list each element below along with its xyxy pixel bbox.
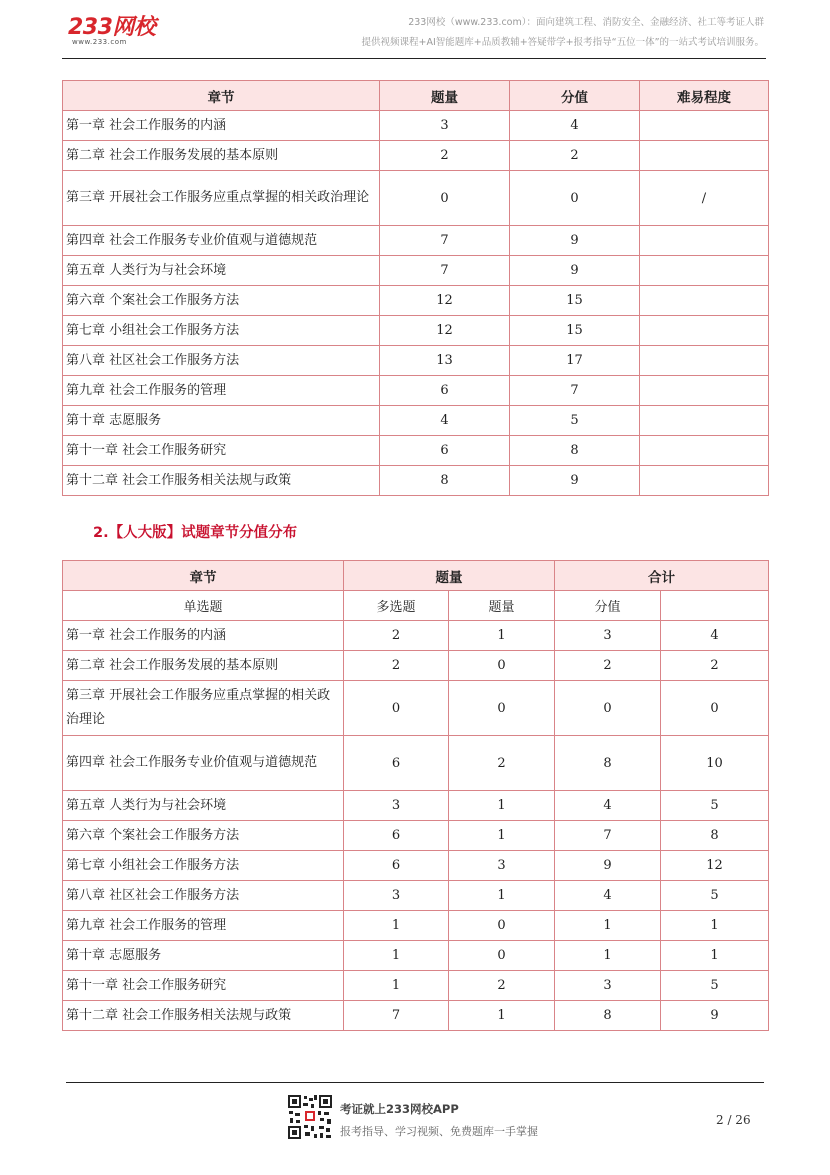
table-row	[63, 256, 769, 286]
count-cell: 3	[555, 971, 661, 1001]
chapter-cell: 第十章 志愿服务	[63, 406, 380, 436]
score-cell: 7	[510, 376, 640, 406]
chapter-cell: 第七章 小组社会工作服务方法	[63, 851, 344, 881]
table-row	[63, 971, 769, 1001]
count-cell: 7	[380, 226, 510, 256]
table-row	[63, 436, 769, 466]
count-cell: 0	[380, 171, 510, 226]
table-row	[63, 911, 769, 941]
count-cell: 8	[380, 466, 510, 496]
count-cell: 7	[555, 821, 661, 851]
chapter-cell: 第十二章 社会工作服务相关法规与政策	[63, 1001, 344, 1031]
chapter-cell: 第五章 人类行为与社会环境	[63, 791, 344, 821]
multi-cell: 1	[449, 621, 555, 651]
count-cell: 6	[380, 436, 510, 466]
count-cell: 13	[380, 346, 510, 376]
score-cell: 12	[661, 851, 769, 881]
score-cell: 4	[510, 111, 640, 141]
table-row	[63, 406, 769, 436]
score-cell: 5	[510, 406, 640, 436]
score-cell: 0	[510, 171, 640, 226]
count-cell: 1	[555, 911, 661, 941]
score-cell: 4	[661, 621, 769, 651]
chapter-cell: 第九章 社会工作服务的管理	[63, 911, 344, 941]
chapter-cell: 第十一章 社会工作服务研究	[63, 971, 344, 1001]
header-line-2: 提供视频课程+AI智能题库+品质教辅+答疑带学+报考指导“五位一体”的一站式考试培训服务。	[361, 37, 764, 48]
chapter-cell: 第一章 社会工作服务的内涵	[63, 621, 344, 651]
chapter-cell: 第十章 志愿服务	[63, 941, 344, 971]
table-row	[63, 111, 769, 141]
score-cell: 10	[661, 736, 769, 791]
table-row	[63, 171, 769, 226]
difficulty-cell	[640, 286, 769, 316]
score-cell: 1	[661, 941, 769, 971]
logo-url: www.233.com	[72, 38, 127, 46]
subheader-multi: 多选题	[344, 591, 449, 621]
table-row	[63, 141, 769, 171]
count-cell: 12	[380, 316, 510, 346]
chapter-cell: 第六章 个案社会工作服务方法	[63, 286, 380, 316]
count-cell: 2	[380, 141, 510, 171]
multi-cell: 1	[449, 1001, 555, 1031]
score-cell: 17	[510, 346, 640, 376]
table-row	[63, 466, 769, 496]
count-cell: 8	[555, 736, 661, 791]
count-cell: 4	[555, 791, 661, 821]
difficulty-cell	[640, 376, 769, 406]
difficulty-cell: /	[640, 171, 769, 226]
score-cell: 5	[661, 791, 769, 821]
chapter-cell: 第八章 社区社会工作服务方法	[63, 346, 380, 376]
table-row	[63, 881, 769, 911]
subheader-single: 单选题	[63, 591, 344, 621]
header-score: 分值	[510, 81, 640, 111]
header-count: 题量	[344, 561, 555, 591]
table-row	[63, 226, 769, 256]
score-cell: 15	[510, 316, 640, 346]
multi-cell: 0	[449, 681, 555, 736]
chapter-cell: 第十一章 社会工作服务研究	[63, 436, 380, 466]
page-header	[62, 10, 766, 59]
difficulty-cell	[640, 436, 769, 466]
table-row	[63, 651, 769, 681]
multi-cell: 3	[449, 851, 555, 881]
footer-subtitle: 报考指导、学习视频、免费题库一手掌握	[340, 1125, 538, 1138]
count-cell: 3	[555, 621, 661, 651]
header-difficulty: 难易程度	[640, 81, 769, 111]
chapter-cell: 第九章 社会工作服务的管理	[63, 376, 380, 406]
multi-cell: 2	[449, 736, 555, 791]
multi-cell: 0	[449, 941, 555, 971]
count-cell: 12	[380, 286, 510, 316]
table-row	[63, 821, 769, 851]
difficulty-cell	[640, 256, 769, 286]
chapter-score-table-2	[62, 560, 769, 1031]
chapter-cell: 第四章 社会工作服务专业价值观与道德规范	[63, 226, 380, 256]
score-cell: 1	[661, 911, 769, 941]
score-cell: 5	[661, 971, 769, 1001]
section-title: 2.【人大版】试题章节分值分布	[93, 525, 298, 541]
difficulty-cell	[640, 111, 769, 141]
score-cell: 9	[510, 256, 640, 286]
table-row	[63, 286, 769, 316]
table-row	[63, 681, 769, 736]
single-cell: 1	[344, 941, 449, 971]
chapter-cell: 第一章 社会工作服务的内涵	[63, 111, 380, 141]
chapter-cell: 第七章 小组社会工作服务方法	[63, 316, 380, 346]
subheader-score: 分值	[555, 591, 661, 621]
difficulty-cell	[640, 316, 769, 346]
multi-cell: 1	[449, 881, 555, 911]
score-cell: 2	[661, 651, 769, 681]
count-cell: 6	[380, 376, 510, 406]
header-description	[362, 13, 765, 53]
table-row	[63, 736, 769, 791]
multi-cell: 2	[449, 971, 555, 1001]
score-cell: 2	[510, 141, 640, 171]
single-cell: 6	[344, 736, 449, 791]
table-row	[63, 346, 769, 376]
header-total: 合计	[555, 561, 769, 591]
chapter-score-table-1	[62, 80, 769, 496]
header-chapter: 章节	[63, 561, 344, 591]
count-cell: 8	[555, 1001, 661, 1031]
logo	[68, 10, 155, 46]
score-cell: 0	[661, 681, 769, 736]
chapter-cell: 第四章 社会工作服务专业价值观与道德规范	[63, 736, 344, 791]
single-cell: 6	[344, 821, 449, 851]
table-row	[63, 316, 769, 346]
single-cell: 2	[344, 651, 449, 681]
score-cell: 9	[661, 1001, 769, 1031]
chapter-cell: 第二章 社会工作服务发展的基本原则	[63, 651, 344, 681]
footer-title: 考证就上233网校APP	[340, 1102, 459, 1116]
score-cell: 15	[510, 286, 640, 316]
header-count: 题量	[380, 81, 510, 111]
score-cell: 8	[510, 436, 640, 466]
table-row	[63, 376, 769, 406]
difficulty-cell	[640, 226, 769, 256]
table-row	[63, 941, 769, 971]
chapter-cell: 第五章 人类行为与社会环境	[63, 256, 380, 286]
subheader-empty	[661, 591, 769, 621]
score-cell: 9	[510, 226, 640, 256]
count-cell: 2	[555, 651, 661, 681]
header-chapter: 章节	[63, 81, 380, 111]
logo-main: 233网校	[68, 15, 156, 40]
multi-cell: 1	[449, 821, 555, 851]
chapter-cell: 第三章 开展社会工作服务应重点掌握的相关政治理论	[63, 171, 380, 226]
difficulty-cell	[640, 141, 769, 171]
single-cell: 1	[344, 911, 449, 941]
chapter-cell: 第六章 个案社会工作服务方法	[63, 821, 344, 851]
count-cell: 4	[380, 406, 510, 436]
score-cell: 5	[661, 881, 769, 911]
table-row	[63, 1001, 769, 1031]
table-row	[63, 621, 769, 651]
single-cell: 2	[344, 621, 449, 651]
multi-cell: 0	[449, 911, 555, 941]
multi-cell: 0	[449, 651, 555, 681]
chapter-cell: 第二章 社会工作服务发展的基本原则	[63, 141, 380, 171]
header-line-1: 233网校（www.233.com）：面向建筑工程、消防安全、金融经济、社工等考证人群	[408, 17, 764, 28]
qr-code-icon	[287, 1094, 333, 1140]
single-cell: 0	[344, 681, 449, 736]
count-cell: 9	[555, 851, 661, 881]
count-cell: 4	[555, 881, 661, 911]
single-cell: 7	[344, 1001, 449, 1031]
score-cell: 9	[510, 466, 640, 496]
count-cell: 1	[555, 941, 661, 971]
chapter-cell: 第十二章 社会工作服务相关法规与政策	[63, 466, 380, 496]
page-number: 2 / 26	[716, 1113, 751, 1127]
difficulty-cell	[640, 406, 769, 436]
difficulty-cell	[640, 346, 769, 376]
count-cell: 7	[380, 256, 510, 286]
footer-divider	[66, 1082, 764, 1083]
chapter-cell: 第八章 社区社会工作服务方法	[63, 881, 344, 911]
count-cell: 3	[380, 111, 510, 141]
subheader-count: 题量	[449, 591, 555, 621]
multi-cell: 1	[449, 791, 555, 821]
single-cell: 3	[344, 791, 449, 821]
single-cell: 1	[344, 971, 449, 1001]
table-row	[63, 791, 769, 821]
single-cell: 6	[344, 851, 449, 881]
count-cell: 0	[555, 681, 661, 736]
single-cell: 3	[344, 881, 449, 911]
chapter-cell: 第三章 开展社会工作服务应重点掌握的相关政治理论	[63, 681, 344, 736]
difficulty-cell	[640, 466, 769, 496]
score-cell: 8	[661, 821, 769, 851]
table-row	[63, 851, 769, 881]
